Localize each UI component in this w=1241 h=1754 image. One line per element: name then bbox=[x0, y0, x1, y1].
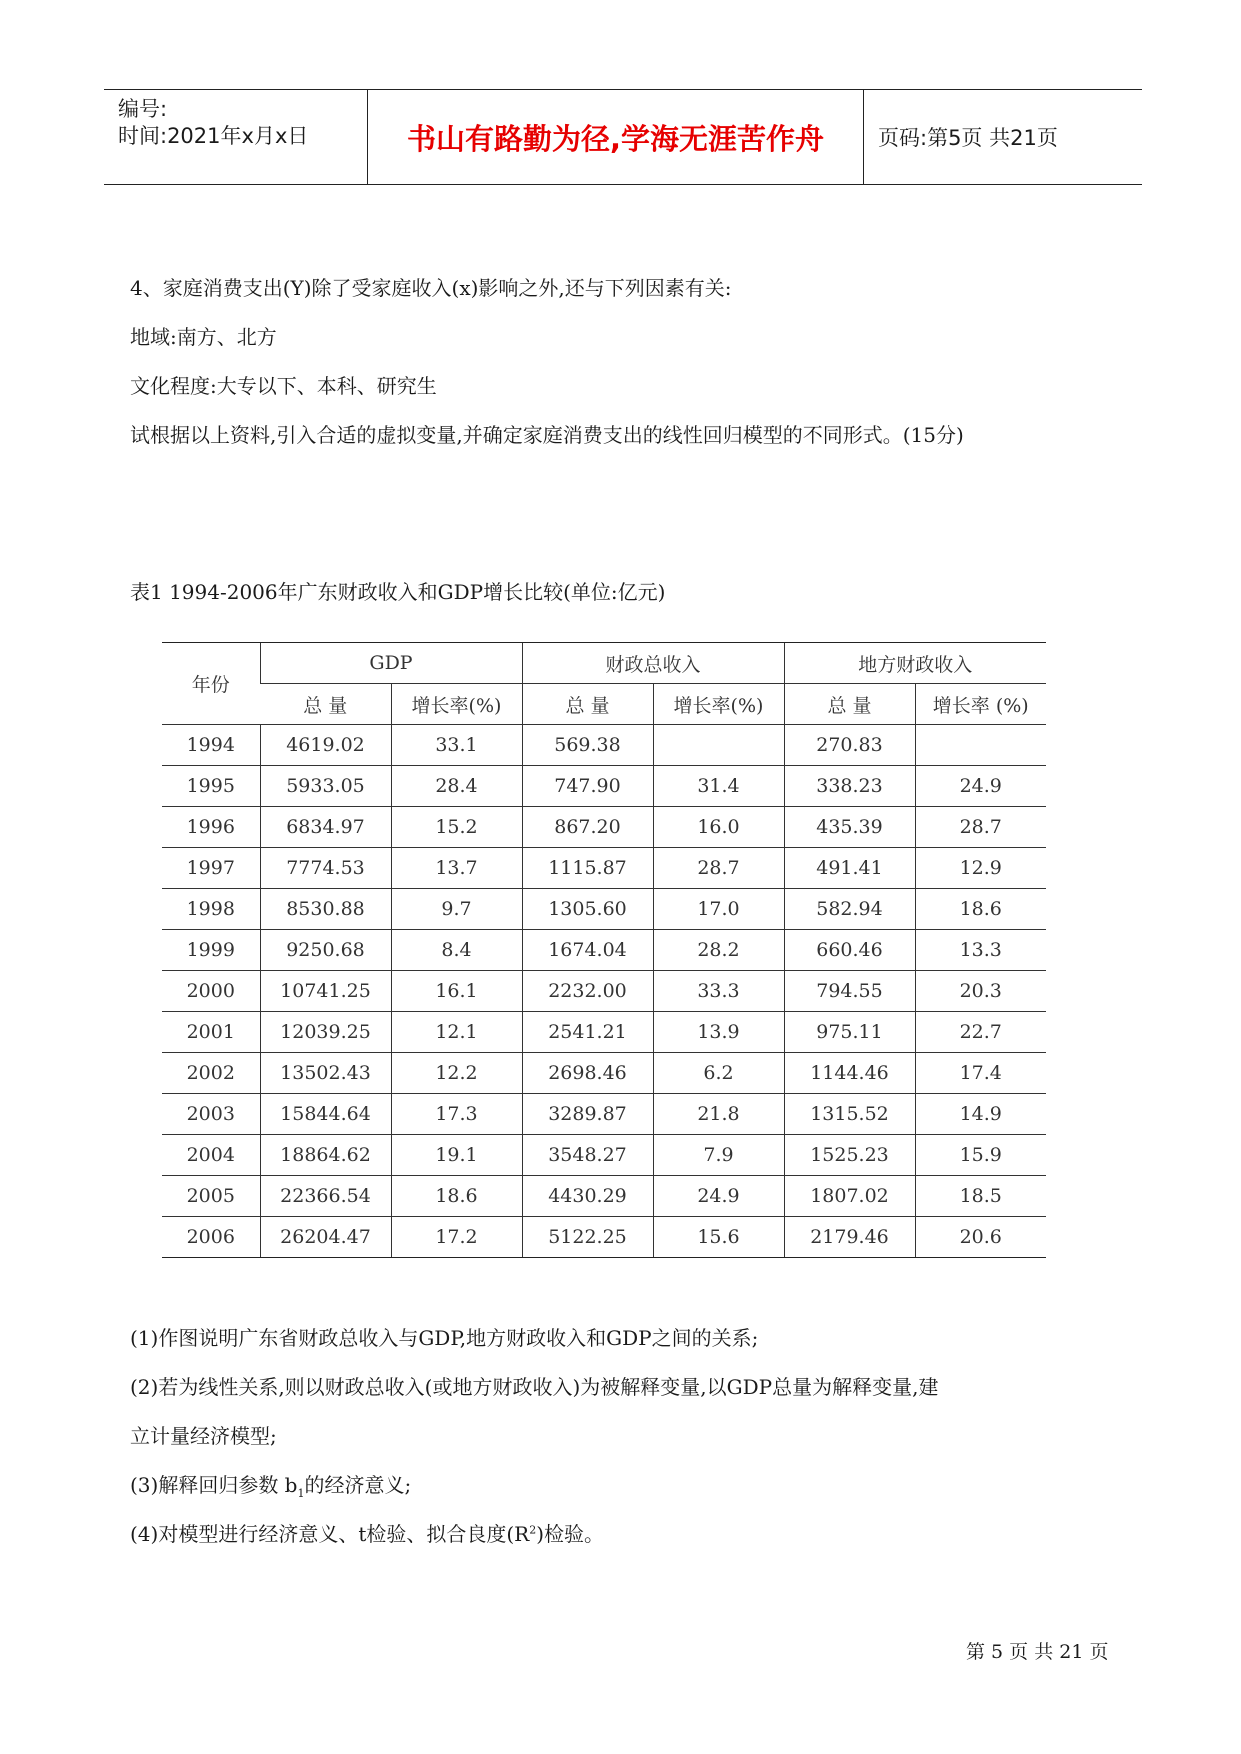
table-row bbox=[162, 930, 1046, 971]
value-cell: 7774.53 bbox=[260, 848, 391, 889]
year-cell: 2003 bbox=[162, 1094, 260, 1135]
value-cell: 24.9 bbox=[653, 1176, 784, 1217]
value-cell: 24.9 bbox=[915, 766, 1046, 807]
year-cell: 2000 bbox=[162, 971, 260, 1012]
value-cell: 28.7 bbox=[653, 848, 784, 889]
value-cell: 22.7 bbox=[915, 1012, 1046, 1053]
value-cell bbox=[653, 725, 784, 766]
question4-line2: 地域:南方、北方 bbox=[130, 325, 277, 349]
header-page-label: 页码:第5页 共21页 bbox=[878, 126, 1058, 150]
year-cell: 1996 bbox=[162, 807, 260, 848]
subheader: 总 量 bbox=[522, 684, 653, 725]
value-cell: 33.3 bbox=[653, 971, 784, 1012]
value-cell: 1305.60 bbox=[522, 889, 653, 930]
value-cell: 13502.43 bbox=[260, 1053, 391, 1094]
value-cell: 435.39 bbox=[784, 807, 915, 848]
value-cell: 15.6 bbox=[653, 1217, 784, 1258]
value-cell: 17.3 bbox=[391, 1094, 522, 1135]
value-cell: 13.3 bbox=[915, 930, 1046, 971]
table-row bbox=[162, 766, 1046, 807]
value-cell: 338.23 bbox=[784, 766, 915, 807]
time-label: 时间:2021年x月x日 bbox=[118, 124, 309, 148]
table-row bbox=[162, 1094, 1046, 1135]
question-3-post: 的经济意义; bbox=[304, 1473, 412, 1497]
question4-line3: 文化程度:大专以下、本科、研究生 bbox=[130, 374, 437, 398]
value-cell: 491.41 bbox=[784, 848, 915, 889]
value-cell: 12.1 bbox=[391, 1012, 522, 1053]
table-row bbox=[162, 1053, 1046, 1094]
table-subheader-row bbox=[162, 684, 1046, 725]
table-row bbox=[162, 848, 1046, 889]
subheader: 增长率(%) bbox=[391, 684, 522, 725]
value-cell: 1115.87 bbox=[522, 848, 653, 889]
value-cell: 12.2 bbox=[391, 1053, 522, 1094]
table-header-row bbox=[162, 643, 1046, 684]
data-table bbox=[162, 642, 1046, 1258]
value-cell: 17.0 bbox=[653, 889, 784, 930]
value-cell: 582.94 bbox=[784, 889, 915, 930]
value-cell: 2232.00 bbox=[522, 971, 653, 1012]
value-cell: 18.5 bbox=[915, 1176, 1046, 1217]
question-2-line2: 立计量经济模型; bbox=[130, 1424, 277, 1448]
value-cell: 1807.02 bbox=[784, 1176, 915, 1217]
value-cell: 18.6 bbox=[915, 889, 1046, 930]
value-cell: 22366.54 bbox=[260, 1176, 391, 1217]
year-cell: 1998 bbox=[162, 889, 260, 930]
page-header bbox=[104, 89, 1142, 185]
page-footer: 第 5 页 共 21 页 bbox=[966, 1641, 1109, 1663]
value-cell: 28.4 bbox=[391, 766, 522, 807]
header-meta bbox=[104, 90, 368, 184]
value-cell: 1144.46 bbox=[784, 1053, 915, 1094]
value-cell: 20.3 bbox=[915, 971, 1046, 1012]
value-cell: 9.7 bbox=[391, 889, 522, 930]
value-cell: 3548.27 bbox=[522, 1135, 653, 1176]
number-label: 编号: bbox=[118, 97, 168, 121]
value-cell: 18.6 bbox=[391, 1176, 522, 1217]
year-cell: 2005 bbox=[162, 1176, 260, 1217]
question-3-pre: (3)解释回归参数 b bbox=[130, 1473, 298, 1497]
value-cell: 2698.46 bbox=[522, 1053, 653, 1094]
group-header-gdp: GDP bbox=[260, 643, 522, 684]
subheader: 总 量 bbox=[260, 684, 391, 725]
question-3-sub: 1 bbox=[297, 1487, 305, 1500]
year-header: 年份 bbox=[162, 643, 260, 725]
value-cell: 9250.68 bbox=[260, 930, 391, 971]
value-cell: 14.9 bbox=[915, 1094, 1046, 1135]
value-cell bbox=[915, 725, 1046, 766]
group-header-local-fiscal: 地方财政收入 bbox=[784, 643, 1046, 684]
question-4-post: )检验。 bbox=[536, 1522, 605, 1546]
value-cell: 15.9 bbox=[915, 1135, 1046, 1176]
value-cell: 33.1 bbox=[391, 725, 522, 766]
question-4-pre: (4)对模型进行经济意义、t检验、拟合良度(R bbox=[130, 1522, 530, 1546]
value-cell: 10741.25 bbox=[260, 971, 391, 1012]
year-cell: 1999 bbox=[162, 930, 260, 971]
value-cell: 3289.87 bbox=[522, 1094, 653, 1135]
value-cell: 18864.62 bbox=[260, 1135, 391, 1176]
group-header-fiscal-total: 财政总收入 bbox=[522, 643, 784, 684]
value-cell: 8.4 bbox=[391, 930, 522, 971]
year-cell: 2004 bbox=[162, 1135, 260, 1176]
value-cell: 16.0 bbox=[653, 807, 784, 848]
table-caption: 表1 1994-2006年广东财政收入和GDP增长比较(单位:亿元) bbox=[130, 580, 666, 604]
value-cell: 867.20 bbox=[522, 807, 653, 848]
subheader: 增长率 (%) bbox=[915, 684, 1046, 725]
value-cell: 4619.02 bbox=[260, 725, 391, 766]
value-cell: 19.1 bbox=[391, 1135, 522, 1176]
value-cell: 2179.46 bbox=[784, 1217, 915, 1258]
year-cell: 2002 bbox=[162, 1053, 260, 1094]
value-cell: 20.6 bbox=[915, 1217, 1046, 1258]
table-row bbox=[162, 971, 1046, 1012]
table-row bbox=[162, 889, 1046, 930]
value-cell: 1525.23 bbox=[784, 1135, 915, 1176]
value-cell: 5122.25 bbox=[522, 1217, 653, 1258]
table-row bbox=[162, 1217, 1046, 1258]
value-cell: 15.2 bbox=[391, 807, 522, 848]
value-cell: 2541.21 bbox=[522, 1012, 653, 1053]
question-4 bbox=[130, 1518, 604, 1547]
value-cell: 17.4 bbox=[915, 1053, 1046, 1094]
table-row bbox=[162, 1135, 1046, 1176]
value-cell: 6834.97 bbox=[260, 807, 391, 848]
value-cell: 1674.04 bbox=[522, 930, 653, 971]
value-cell: 660.46 bbox=[784, 930, 915, 971]
value-cell: 6.2 bbox=[653, 1053, 784, 1094]
value-cell: 12039.25 bbox=[260, 1012, 391, 1053]
value-cell: 15844.64 bbox=[260, 1094, 391, 1135]
value-cell: 16.1 bbox=[391, 971, 522, 1012]
subheader: 总 量 bbox=[784, 684, 915, 725]
value-cell: 7.9 bbox=[653, 1135, 784, 1176]
value-cell: 8530.88 bbox=[260, 889, 391, 930]
value-cell: 28.2 bbox=[653, 930, 784, 971]
value-cell: 975.11 bbox=[784, 1012, 915, 1053]
value-cell: 1315.52 bbox=[784, 1094, 915, 1135]
value-cell: 270.83 bbox=[784, 725, 915, 766]
table-row bbox=[162, 1176, 1046, 1217]
question-4-sup: 2 bbox=[529, 1523, 537, 1537]
year-cell: 2006 bbox=[162, 1217, 260, 1258]
value-cell: 28.7 bbox=[915, 807, 1046, 848]
table-row bbox=[162, 807, 1046, 848]
header-motto: 书山有路勤为径,学海无涯苦作舟 bbox=[368, 90, 864, 184]
value-cell: 4430.29 bbox=[522, 1176, 653, 1217]
question4-line4: 试根据以上资料,引入合适的虚拟变量,并确定家庭消费支出的线性回归模型的不同形式。(15分) bbox=[130, 423, 964, 447]
value-cell: 12.9 bbox=[915, 848, 1046, 889]
year-cell: 2001 bbox=[162, 1012, 260, 1053]
value-cell: 26204.47 bbox=[260, 1217, 391, 1258]
table-row bbox=[162, 725, 1046, 766]
value-cell: 13.7 bbox=[391, 848, 522, 889]
value-cell: 13.9 bbox=[653, 1012, 784, 1053]
value-cell: 569.38 bbox=[522, 725, 653, 766]
value-cell: 17.2 bbox=[391, 1217, 522, 1258]
year-cell: 1994 bbox=[162, 725, 260, 766]
subheader: 增长率(%) bbox=[653, 684, 784, 725]
question4-line1: 4、家庭消费支出(Y)除了受家庭收入(x)影响之外,还与下列因素有关: bbox=[130, 276, 732, 300]
value-cell: 31.4 bbox=[653, 766, 784, 807]
value-cell: 21.8 bbox=[653, 1094, 784, 1135]
year-cell: 1995 bbox=[162, 766, 260, 807]
table-row bbox=[162, 1012, 1046, 1053]
value-cell: 5933.05 bbox=[260, 766, 391, 807]
question-1: (1)作图说明广东省财政总收入与GDP,地方财政收入和GDP之间的关系; bbox=[130, 1326, 759, 1350]
value-cell: 794.55 bbox=[784, 971, 915, 1012]
value-cell: 747.90 bbox=[522, 766, 653, 807]
question-3 bbox=[130, 1469, 411, 1500]
year-cell: 1997 bbox=[162, 848, 260, 889]
question-2-line1: (2)若为线性关系,则以财政总收入(或地方财政收入)为被解释变量,以GDP总量为解释变量,建 bbox=[130, 1375, 939, 1399]
